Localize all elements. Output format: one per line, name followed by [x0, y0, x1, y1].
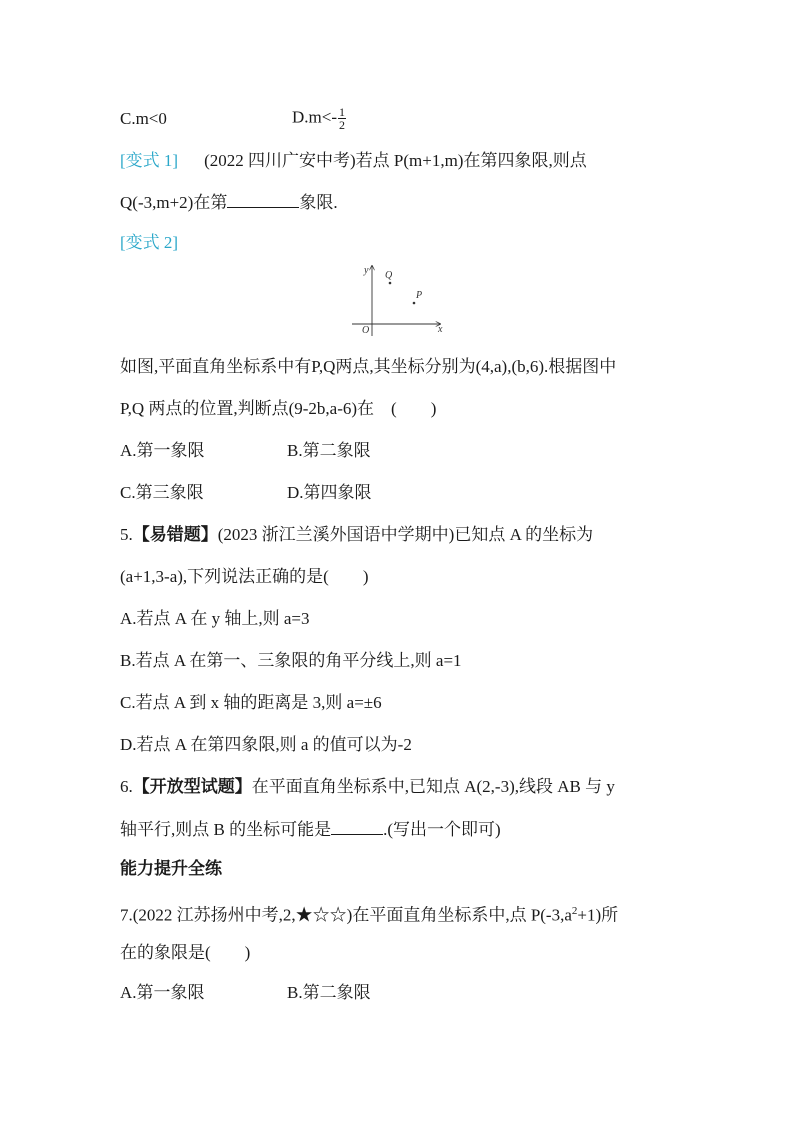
- q5-number: 5.: [120, 525, 133, 544]
- q5-option-c: C.若点 A 到 x 轴的距离是 3,则 a=±6: [120, 693, 382, 712]
- q5-option-d: D.若点 A 在第四象限,则 a 的值可以为-2: [120, 735, 412, 754]
- variant1-text: (2022 四川广安中考)若点 P(m+1,m)在第四象限,则点: [204, 151, 587, 170]
- variant2-option-d: D.第四象限: [287, 483, 372, 502]
- x-axis-label: x: [438, 324, 443, 335]
- q6-line1: [120, 776, 615, 798]
- q5-option-b: B.若点 A 在第一、三象限的角平分线上,则 a=1: [120, 651, 462, 670]
- q4-option-c: C.m<0: [120, 109, 167, 128]
- variant2-tag: [变式 2]: [120, 233, 179, 252]
- point-p: [413, 302, 416, 305]
- variant1-line2: [120, 191, 338, 214]
- variant2-line1: 如图,平面直角坐标系中有P,Q两点,其坐标分别为(4,a),(b,6).根据图中: [120, 357, 617, 376]
- q4-option-d-text: D.m<-: [292, 107, 337, 127]
- fraction-denominator: 2: [339, 118, 345, 132]
- origin-label: O: [362, 325, 370, 336]
- q7-option-b: B.第二象限: [287, 983, 371, 1002]
- q5-option-a: A.若点 A 在 y 轴上,则 a=3: [120, 609, 310, 628]
- q7-text-post: +1)所: [577, 905, 619, 925]
- q5-tag: 【易错题】: [132, 525, 218, 544]
- q5-line1: [120, 524, 593, 546]
- variant1-text-post: 象限.: [299, 193, 338, 212]
- variant2-option-a: A.第一象限: [120, 441, 205, 460]
- answer-blank[interactable]: [331, 818, 383, 835]
- variant2-option-b: B.第二象限: [287, 441, 371, 460]
- q7-superscript: 2: [571, 905, 578, 917]
- q6-text-pre: 轴平行,则点 B 的坐标可能是: [120, 820, 332, 839]
- variant1-text-pre: Q(-3,m+2)在第: [120, 193, 228, 212]
- q5-line2: (a+1,3-a),下列说法正确的是( ): [120, 567, 369, 586]
- q6-line2: [120, 818, 501, 841]
- q5-text: (2023 浙江兰溪外国语中学期中)已知点 A 的坐标为: [217, 525, 594, 544]
- q6-text: 在平面直角坐标系中,已知点 A(2,-3),线段 AB 与 y: [251, 777, 615, 796]
- answer-blank[interactable]: [227, 191, 299, 208]
- point-q: [389, 282, 392, 285]
- q7-text-pre: 7.(2022 江苏扬州中考,2,★☆☆)在平面直角坐标系中,点 P(-3,a: [120, 905, 572, 925]
- q7-option-a: A.第一象限: [120, 983, 205, 1002]
- point-p-label: P: [416, 290, 423, 301]
- y-axis-label: y: [364, 265, 369, 276]
- q6-number: 6.: [120, 777, 133, 796]
- variant2-line2: P,Q 两点的位置,判断点(9-2b,a-6)在 ( ): [120, 399, 437, 418]
- variant2-option-c: C.第三象限: [120, 483, 204, 502]
- q7-line2: 在的象限是( ): [120, 943, 251, 962]
- section-title: 能力提升全练: [120, 859, 222, 878]
- q6-tag: 【开放型试题】: [132, 777, 252, 796]
- variant1-tag: [变式 1]: [120, 151, 179, 170]
- q7-line1: [120, 900, 618, 927]
- fraction-numerator: 1: [339, 105, 345, 119]
- point-q-label: Q: [385, 270, 393, 281]
- fraction-one-half: [338, 106, 346, 131]
- coordinate-plane-figure: [350, 262, 446, 338]
- q4-option-d: [292, 106, 346, 131]
- variant1-line1: [120, 150, 587, 172]
- q6-text-post: .(写出一个即可): [383, 820, 501, 839]
